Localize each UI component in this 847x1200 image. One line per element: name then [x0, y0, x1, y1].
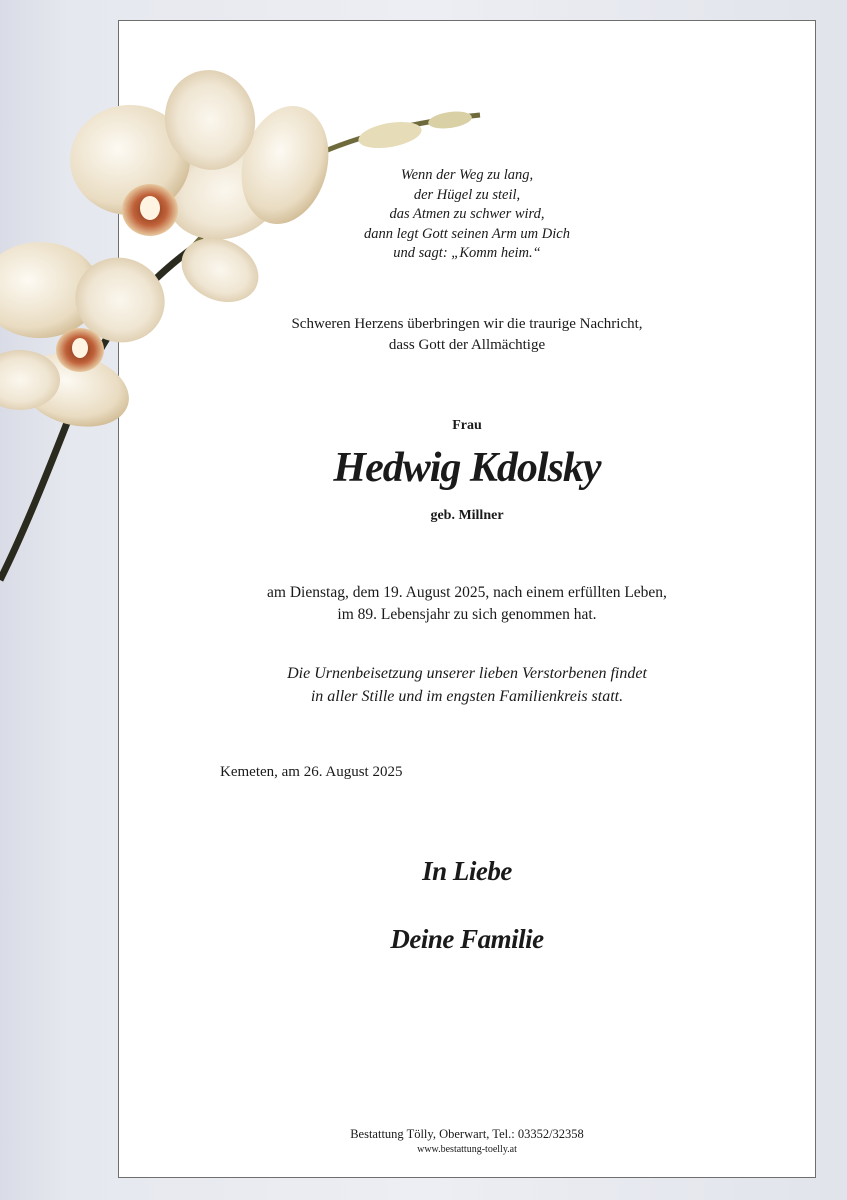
- burial-notice-line: in aller Stille und im engsten Familienkreis statt.: [310, 688, 624, 705]
- death-notice-line: am Dienstag, dem 19. August 2025, nach einem erfüllten Leben,: [267, 584, 667, 601]
- death-notice: [118, 582, 816, 626]
- deceased-name: Hedwig Kdolsky: [333, 445, 601, 491]
- poem-line: der Hügel zu steil,: [413, 186, 521, 203]
- burial-notice-line: Die Urnenbeisetzung unserer lieben Verstorbenen findet: [287, 665, 647, 682]
- salutation: Frau: [452, 418, 482, 433]
- place-and-date: Kemeten, am 26. August 2025: [220, 764, 403, 780]
- poem-line: und sagt: „Komm heim.“: [393, 245, 541, 262]
- undertaker-footer: [118, 1127, 816, 1157]
- undertaker-website: www.bestattung-toelly.at: [417, 1144, 517, 1155]
- burial-notice: [118, 662, 816, 708]
- signature-family: Deine Familie: [390, 924, 544, 954]
- poem-line: dann legt Gott seinen Arm um Dich: [364, 225, 570, 242]
- poem-line: das Atmen zu schwer wird,: [389, 206, 545, 223]
- birth-name: geb. Millner: [430, 508, 504, 523]
- death-notice-line: im 89. Lebensjahr zu sich genommen hat.: [337, 606, 597, 623]
- undertaker-contact: Bestattung Tölly, Oberwart, Tel.: 03352/32358: [350, 1127, 584, 1141]
- closing-phrase: In Liebe: [422, 856, 512, 886]
- memorial-poem: [118, 166, 816, 264]
- intro-line: dass Gott der Allmächtige: [388, 337, 546, 353]
- poem-line: Wenn der Weg zu lang,: [400, 167, 534, 183]
- intro-line: Schweren Herzens überbringen wir die traurige Nachricht,: [291, 316, 643, 332]
- announcement-intro: [118, 314, 816, 356]
